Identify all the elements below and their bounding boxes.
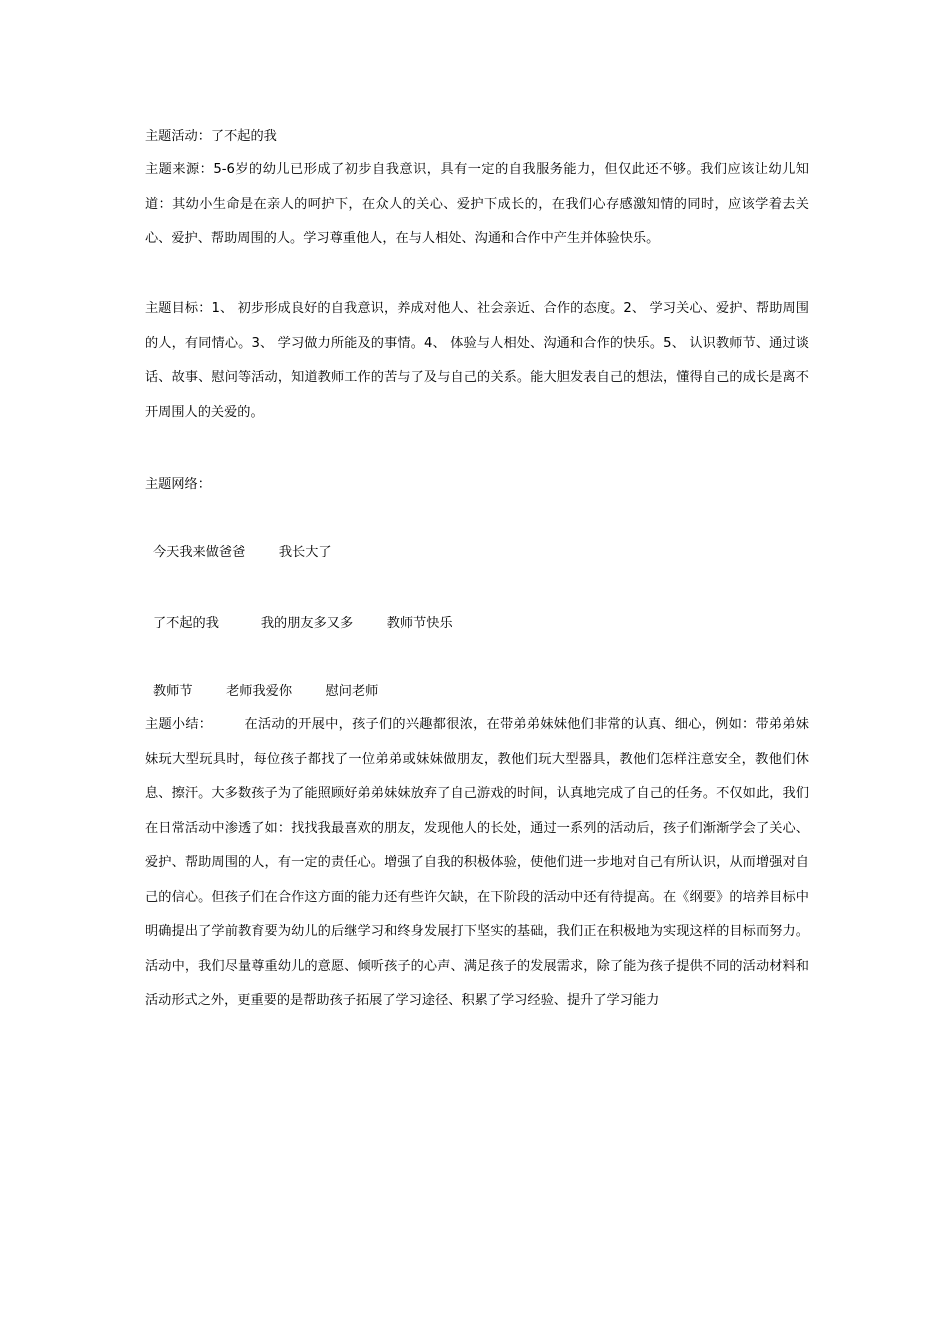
network-row-2: 了不起的我 我的朋友多又多 教师节快乐 [153, 616, 453, 631]
network-row-3: 教师节 老师我爱你 慰问老师 [153, 684, 379, 699]
theme-summary-label: 主题小结： [145, 717, 213, 732]
theme-summary-text: 在活动的开展中，孩子们的兴趣都很浓，在带弟弟妹妹他们非常的认真、细心，例如：带弟弟妹妹玩大型玩具时，每位孩子都找了一位弟弟或妹妹做朋友，教他们玩大型器具，教他们怎样注意安全，教他们休息、擦汗。大多数孩子为了能照顾好弟弟妹妹放弃了自己游戏的时间，认真地完成了自己的任务。不仅如此，我们在日常活动中渗透了如：找找我最喜欢的朋友，发现他人的长处，通过一系列的活动后，孩子们渐渐学会了关心、爱护、帮助周围的人，有一定的责任心。增强了自我的积极体验，使他们进一步地对自己有所认识，从而增强对自己的信心。但孩子们在合作这方面的能力还有些许欠缺，在下阶段的活动中还有待提高。在《纲要》的培养目标中明确提出了学前教育要为幼儿的后继学习和终身发展打下坚实的基础，我们正在积极地为实现这样的目标而努力。活动中，我们尽量尊重幼儿的意愿、倾听孩子的心声、满足孩子的发展需求，除了能为孩子提供不同的活动材料和活动形式之外，更重要的是帮助孩子拓展了学习途径、积累了学习经验、提升了学习能力 [145, 717, 809, 1008]
theme-goals-paragraph: 主题目标：1、 初步形成良好的自我意识，养成对他人、社会亲近、合作的态度。2、 学习关心、爱护、帮助周围的人，有同情心。3、 学习做力所能及的事情。4、 体验与人相处、沟通和合作的快乐。5、 认识教师节、通过谈话、故事、慰问等活动，知道教师工作的苦与了及与自己的关系。能大胆发表自己的想法，懂得自己的成长是离不开周围人的关爱的。 [145, 301, 809, 420]
theme-network-label: 主题网络： [145, 477, 211, 492]
network-row-1: 今天我来做爸爸 我长大了 [153, 545, 332, 560]
theme-title: 主题活动：了不起的我 [145, 129, 277, 144]
theme-source-paragraph: 主题来源：5-6岁的幼儿已形成了初步自我意识，具有一定的自我服务能力，但仅此还不够。我们应该让幼儿知道：其幼小生命是在亲人的呵护下，在众人的关心、爱护下成长的，在我们心存感激知情的同时，应该学着去关心、爱护、帮助周围的人。学习尊重他人，在与人相处、沟通和合作中产生并体验快乐。 [145, 162, 809, 246]
theme-summary-paragraph [145, 708, 809, 1019]
